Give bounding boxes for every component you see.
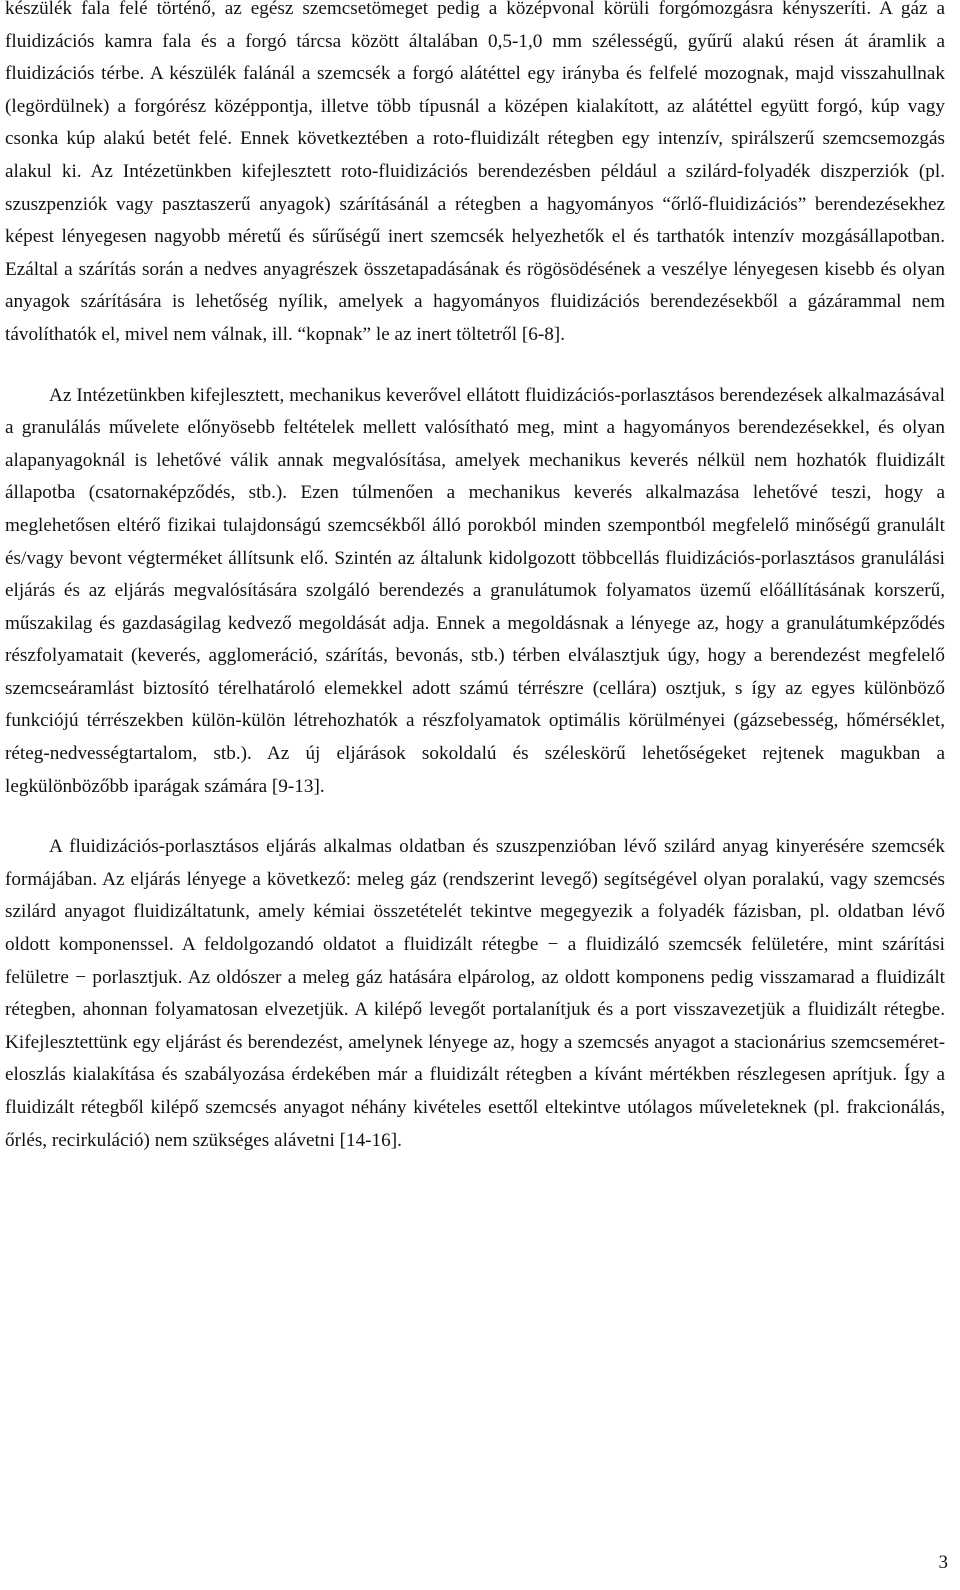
page-number: 3 (938, 1552, 948, 1573)
paragraph-mechanical-mixer-granulation: Az Intézetünkben kifejlesztett, mechanikus keverővel ellátott fluidizációs-porlasztásos berendezések alkalmazásával a granulálás művelete előnyösebb feltételek mellett valósítható meg, mint a hagyományos berendezésekkel, és olyan alapanyagoknál is lehetővé válik annak megvalósítása, amelyek mechanikus keverés nélkül nem hozhatók fluidizált állapotba (csatornaképződés, stb.). Ezen túlmenően a mechanikus keverés alkalmazása lehetővé teszi, hogy a meglehetősen eltérő fizikai tulajdonságú szemcsékből álló porokból minden szempontból megfelelő minőségű granulált és/vagy bevont végterméket állítsunk elő. Szintén az általunk kidolgozott többcellás fluidizációs-porlasztásos granulálási eljárás és az eljárás megvalósítására szolgáló berendezés a granulátumok folyamatos üzemű előállításának korszerű, műszakilag és gazdaságilag kedvező megoldását adja. Ennek a megoldásnak a lényege az, hogy a granulátumképződés részfolyamatait (keverés, agglomeráció, szárítás, bevonás, stb.) térben elválasztjuk úgy, hogy a berendezést megfelelő szemcseáramlást biztosító térelhatároló elemekkel adott számú térrészre (cellára) osztjuk, s így az egyes különböző funkciójú térrészekben külön-külön létrehozhatók a részfolyamatok optimális körülményei (gázsebesség, hőmérséklet, réteg-nedvességtartalom, stb.). Az új eljárások sokoldalú és széleskörű lehetőségeket rejtenek magukban a legkülönbözőbb iparágak számára [9-13]. (5, 384, 945, 797)
document-page (5, 0, 945, 1157)
paragraph-fluidization-spraying: A fluidizációs-porlasztásos eljárás alkalmas oldatban és szuszpenzióban lévő szilárd anyag kinyerésére szemcsék formájában. Az eljárás lényege a következő: meleg gáz (rendszerint levegő) segítségével olyan poralakú, vagy szemcsés szilárd anyagot fluidizáltatunk, amely kémiai összetételét tekintve megegyezik a folyadék fázisban, pl. oldatban lévő oldott komponenssel. A feldolgozandó oldatot a fluidizált rétegbe − a fluidizáló szemcsék felületére, mint szárítási felületre − porlasztjuk. Az oldószer a meleg gáz hatására elpárolog, az oldott komponens pedig visszamarad a fluidizált rétegben, ahonnan folyamatosan elvezetjük. A kilépő levegőt portalanítjuk és a port visszavezetjük a fluidizált rétegbe. Kifejlesztettünk egy eljárást és berendezést, amelynek lényege az, hogy a szemcsés anyagot a stacionárius szemcseméret-eloszlás kialakítása és szabályozása érdekében már a fluidizált rétegben a kívánt mértékben részlegesen aprítjuk. Így a fluidizált rétegből kilépő szemcsés anyagot néhány kivételes esettől eltekintve utólagos műveleteknek (pl. frakcionálás, őrlés, recirkuláció) nem szükséges alávetni [14-16]. (5, 836, 945, 1151)
paragraph-roto-fluidization: készülék fala felé történő, az egész szemcsetömeget pedig a középvonal körüli forgómozgásra kényszeríti. A gáz a fluidizációs kamra fala és a forgó tárcsa között általában 0,5-1,0 mm szélességű, gyűrű alakú résen át áramlik a fluidizációs térbe. A készülék falánál a szemcsék a forgó alátéttel egy irányba és felfelé mozognak, majd visszahullnak (legördülnek) a forgórész középpontja, illetve több típusnál a középen kialakított, az alátéttel együtt forgó, kúp vagy csonka kúp alakú betét felé. Ennek következtében a roto-fluidizált rétegben egy intenzív, spirálszerű szemcsemozgás alakul ki. Az Intézetünkben kifejlesztett roto-fluidizációs berendezésben például a szilárd-folyadék diszperziók (pl. szuszpenziók vagy pasztaszerű anyagok) szárításánál a rétegben a hagyományos “őrlő-fluidizációs” berendezésekhez képest lényegesen nagyobb méretű és sűrűségű inert szemcsék helyezhetők el és tarthatók intenzív mozgásállapotban. Ezáltal a szárítás során a nedves anyagrészek összetapadásának és rögösödésének a veszélye lényegesen kisebb és olyan anyagok szárítására is lehetőség nyílik, amelyek a hagyományos fluidizációs berendezésekből a gázárammal nem távolíthatók el, mivel nem válnak, ill. “kopnak” le az inert töltetről [6-8]. (5, 0, 945, 345)
